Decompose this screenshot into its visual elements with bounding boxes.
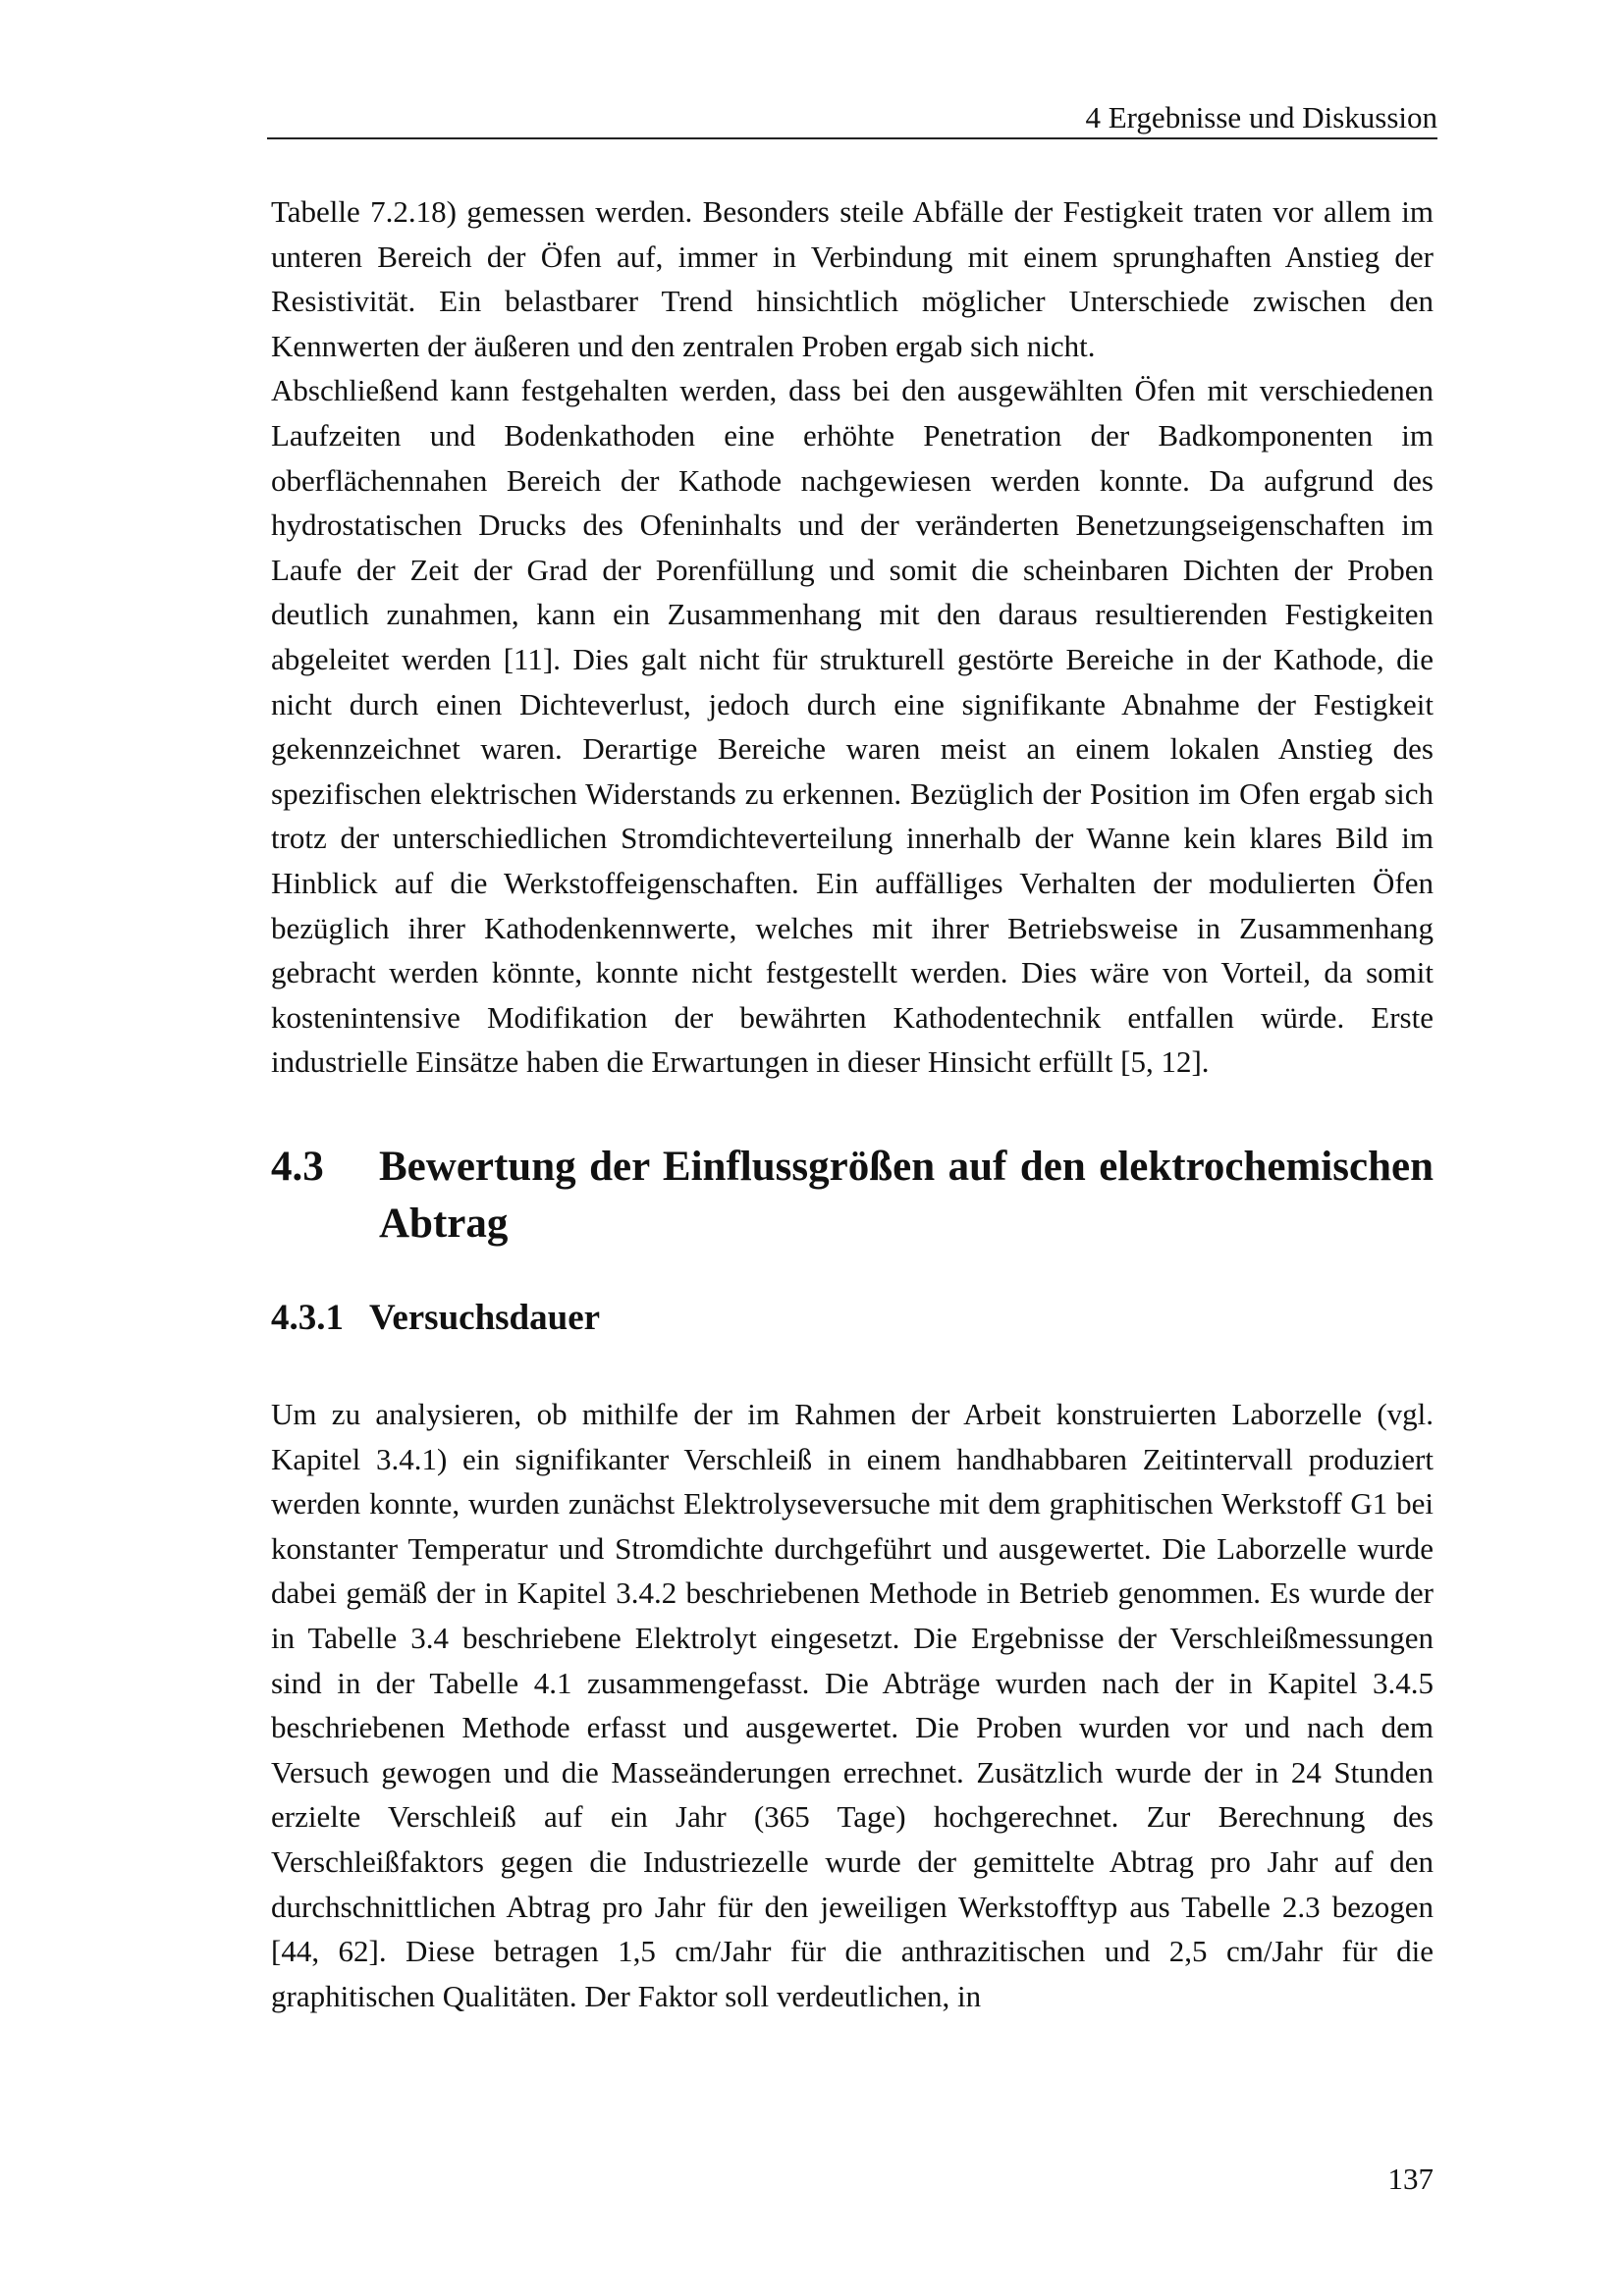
paragraph: Tabelle 7.2.18) gemessen werden. Besonders steile Abfälle der Festigkeit traten vor allem im unteren Bereich der Öfen auf, immer in Verbindung mit einem sprunghaften Anstieg der Resistivität. Ein belastbarer Trend hinsichtlich möglicher Unterschiede zwischen den Kennwerten der äußeren und den zentralen Proben ergab sich nicht. xyxy=(271,194,1434,363)
section-number: 4.3 xyxy=(271,1144,324,1190)
subsection-heading xyxy=(271,1294,1434,1343)
body-text-before-section xyxy=(271,189,1434,1085)
running-header-title: 4 Ergebnisse und Diskussion xyxy=(1085,100,1437,134)
running-header xyxy=(267,96,1437,139)
body-text-after-subsection xyxy=(271,1392,1434,2018)
paragraph: Abschließend kann festgehalten werden, dass bei den ausgewählten Öfen mit verschiedenen Laufzeiten und Bodenkathoden eine erhöhte Penetration der Badkomponenten im oberflächennahen Bereich der Kathode nachgewiesen werden konnte. Da aufgrund des hydrostatischen Drucks des Ofeninhalts und der veränderten Benetzungseigenschaften im Laufe der Zeit der Grad der Porenfüllung und somit die scheinbaren Dichten der Proben deutlich zunahmen, kann ein Zusammenhang mit den daraus resultierenden Festigkeiten abgeleitet werden [11]. Dies galt nicht für strukturell gestörte Bereiche in der Kathode, die nicht durch einen Dichteverlust, jedoch durch eine signifikante Abnahme der Festigkeit gekennzeichnet waren. Derartige Bereiche waren meist an einem lokalen Anstieg des spezifischen elektrischen Widerstands zu erkennen. Bezüglich der Position im Ofen ergab sich trotz der unterschiedlichen Stromdichteverteilung innerhalb der Wanne kein klares Bild im Hinblick auf die Werkstoffeigenschaften. Ein auffälliges Verhalten der modulierten Öfen bezüglich ihrer Kathodenkennwerte, welches mit ihrer Betriebsweise in Zusammenhang gebracht werden könnte, konnte nicht festgestellt werden. Dies wäre von Vorteil, da somit kostenintensive Modifikation der bewährten Kathodentechnik entfallen würde. Erste industrielle Einsätze haben die Erwartungen in dieser Hinsicht erfüllt [5, 12]. xyxy=(271,373,1434,1080)
paragraph: Um zu analysieren, ob mithilfe der im Rahmen der Arbeit konstruierten Laborzelle (vgl. Kapitel 3.4.1) ein signifikanter Verschleiß in einem handhabbaren Zeitintervall produziert werden konnte, wurden zunächst Elektrolyseversuche mit dem graphitischen Werkstoff G1 bei konstanter Temperatur und Stromdichte durchgeführt und ausgewertet. Die Laborzelle wurde dabei gemäß der in Kapitel 3.4.2 beschriebenen Methode in Betrieb genommen. Es wurde der in Tabelle 3.4 beschriebene Elektrolyt eingesetzt. Die Ergebnisse der Verschleißmessungen sind in der Tabelle 4.1 zusammengefasst. Die Abträge wurden nach der in Kapitel 3.4.5 beschriebenen Methode erfasst und ausgewertet. Die Proben wurden vor und nach dem Versuch gewogen und die Masseänderungen errechnet. Zusätzlich wurde der in 24 Stunden erzielte Verschleiß auf ein Jahr (365 Tage) hochgerechnet. Zur Berechnung des Verschleißfaktors gegen die Industriezelle wurde der gemittelte Abtrag pro Jahr auf den durchschnittlichen Abtrag pro Jahr für den jeweiligen Werkstofftyp aus Tabelle 2.3 bezogen [44, 62]. Diese betragen 1,5 cm/Jahr für die anthrazitischen und 2,5 cm/Jahr für die graphitischen Qualitäten. Der Faktor soll verdeutlichen, in xyxy=(271,1397,1434,2013)
page-number: 137 xyxy=(1387,2162,1434,2196)
subsection-number: 4.3.1 xyxy=(271,1298,344,1338)
section-title: Bewertung der Einflussgrößen auf den elektrochemischen Abtrag xyxy=(379,1144,1434,1247)
subsection-title: Versuchsdauer xyxy=(369,1298,601,1338)
section-heading xyxy=(271,1139,1434,1253)
